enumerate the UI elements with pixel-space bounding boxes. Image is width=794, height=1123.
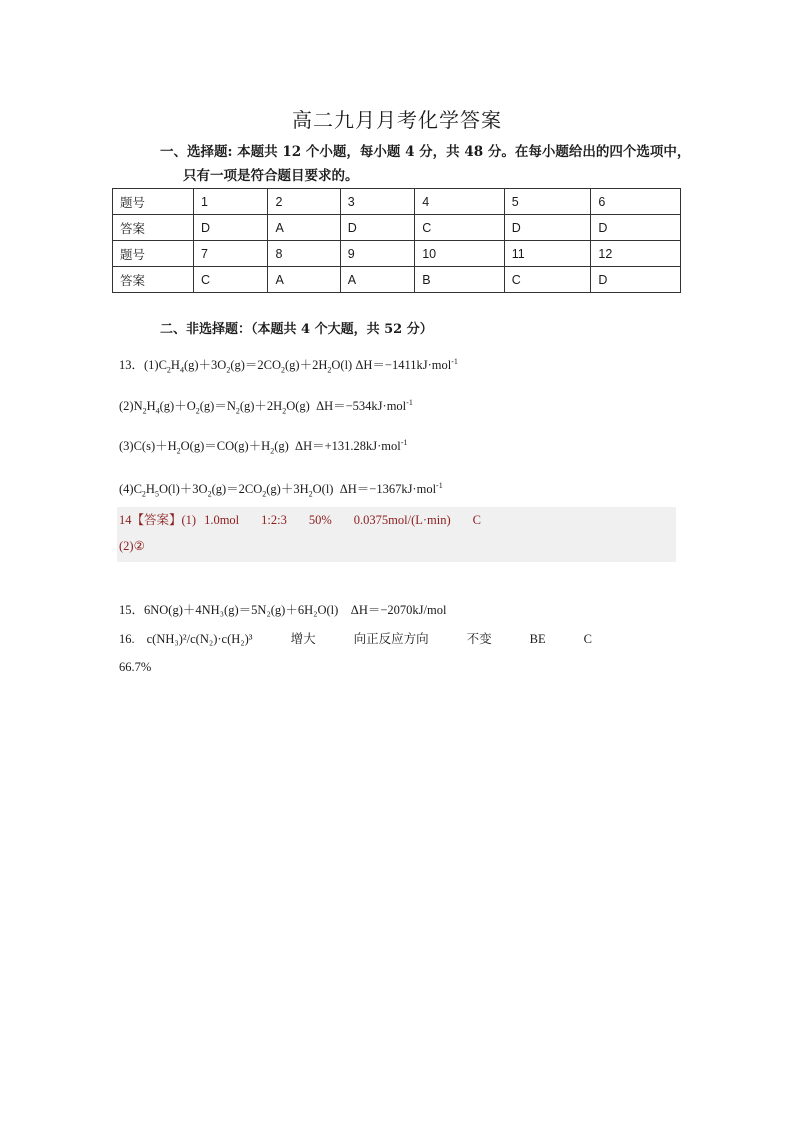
q14-value: 0.0375mol/(L·min) — [353, 513, 451, 527]
table-cell: D — [591, 267, 681, 293]
q16-last: 66.7% — [119, 660, 152, 674]
section2-heading: 二、非选择题：（本题共 4 个大题，共 52 分） — [160, 322, 433, 337]
table-row-header: 题号 — [113, 189, 194, 215]
q16-item: BE — [529, 632, 546, 646]
table-cell: A — [268, 267, 340, 293]
table-cell: D — [340, 215, 414, 241]
q16-label: 16. — [119, 632, 135, 646]
q14-value: 1.0mol — [204, 513, 240, 527]
table-cell: A — [268, 215, 340, 241]
table-cell: 8 — [268, 241, 340, 267]
q13-p1-label: 13．(1) — [119, 358, 159, 372]
table-cell: 12 — [591, 241, 681, 267]
q16-item: C — [583, 632, 592, 646]
q15-line: 15．6NO(g)＋4NH₃(g)＝5N₂(g)＋6H₂O(l) ΔH＝−2070kJ/mol — [119, 603, 447, 617]
table-row-header: 答案 — [113, 215, 194, 241]
table-row — [113, 267, 681, 293]
page-title: 高二九月月考化学答案 — [292, 108, 502, 132]
q14-value: 50% — [308, 513, 332, 527]
table-cell: C — [504, 267, 591, 293]
q16-item: 向正反应方向 — [353, 632, 429, 646]
table-cell: 11 — [504, 241, 591, 267]
q13-eq3: $(3)C(s)+H_2O(g)=CO(g)+H_2(g)$ ΔH＝+131.28kJ·mol$^{-1}$ — [119, 437, 408, 456]
table-cell: 4 — [415, 189, 505, 215]
q13-p4-label: (4) — [119, 482, 134, 496]
q13-p2-label: (2) — [119, 399, 134, 413]
table-row-header: 答案 — [113, 267, 194, 293]
q14-value: 1:2:3 — [261, 513, 287, 527]
table-cell: D — [504, 215, 591, 241]
table-row-header: 题号 — [113, 241, 194, 267]
q16-item: 增大 — [290, 632, 316, 646]
q13-eq1: 13．$(1)C_2H_4(g)+3O_2(g)=2CO_2(g)+2H_2O(l)$ ΔH＝−1411kJ·mol$^{-1}$ — [119, 356, 458, 375]
table-row — [113, 189, 681, 215]
table-cell: A — [340, 267, 414, 293]
table-cell: 7 — [194, 241, 268, 267]
section1-heading: 一、选择题: 本题共 12 个小题，每小题 4 分，共 48 分。在每小题给出的四个选项中， — [160, 144, 691, 160]
q16-item: 不变 — [466, 632, 492, 646]
q13-eq2: $(2)N_2H_4(g)+O_2(g)=N_2(g)+2H_2O(g)$ ΔH＝−534kJ·mol$^{-1}$ — [119, 397, 413, 416]
section1-heading-cont: 只有一项是符合题目要求的。 — [183, 168, 359, 184]
table-cell: B — [415, 267, 505, 293]
table-cell: D — [194, 215, 268, 241]
table-cell: 6 — [591, 189, 681, 215]
q14-label: 14【答案】(1) — [119, 513, 197, 527]
table-cell: 10 — [415, 241, 505, 267]
q14-line1 — [119, 510, 503, 528]
table-cell: 2 — [268, 189, 340, 215]
table-row — [113, 215, 681, 241]
q16-item: c(NH₃)²/c(N₂)·c(H₂)³ — [146, 632, 253, 646]
q16-line — [119, 629, 630, 647]
table-cell: 9 — [340, 241, 414, 267]
q13-eq4: $(4)C_2H_5O(l)+3O_2(g)=2CO_2(g)+3H_2O(l)$ ΔH＝−1367kJ·mol$^{-1}$ — [119, 480, 443, 499]
table-cell: C — [194, 267, 268, 293]
table-cell: 3 — [340, 189, 414, 215]
q13-p3-label: (3) — [119, 439, 134, 453]
table-cell: 1 — [194, 189, 268, 215]
table-cell: C — [415, 215, 505, 241]
answer-table — [112, 188, 681, 293]
q14-value: C — [472, 513, 481, 527]
table-row — [113, 241, 681, 267]
q14-part2: (2)② — [119, 539, 145, 553]
table-cell: 5 — [504, 189, 591, 215]
table-cell: D — [591, 215, 681, 241]
